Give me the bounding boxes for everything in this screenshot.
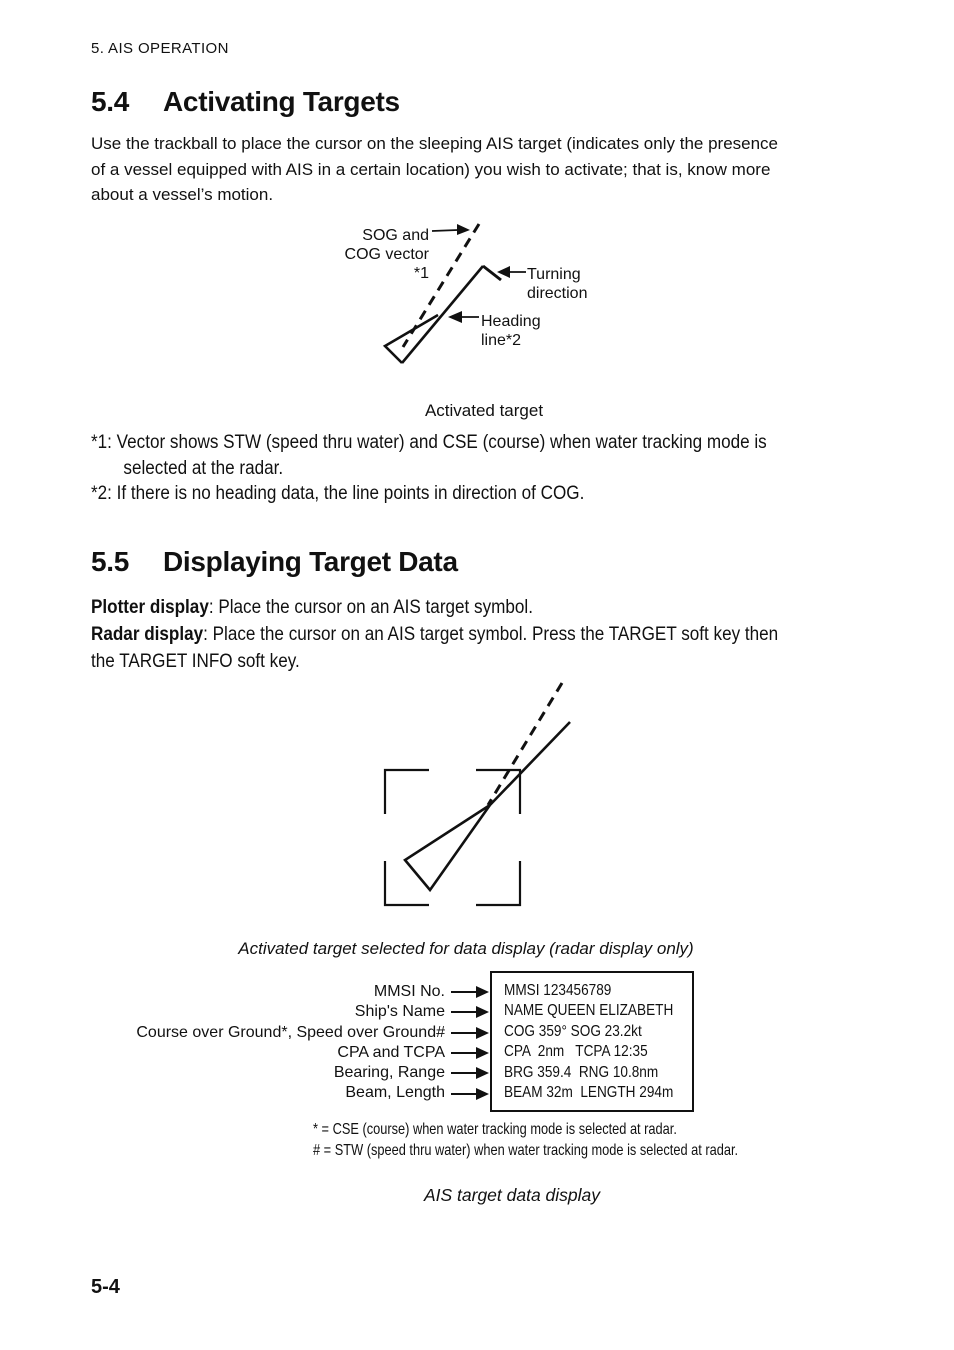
section-54-heading	[91, 86, 400, 118]
data-label: Bearing, Range	[333, 1064, 445, 1082]
bracket-top-left	[385, 770, 429, 814]
footnote-1-continued: selected at the radar.	[123, 457, 284, 479]
figure-caption: Activated target selected for data display (radar display only)	[238, 939, 694, 958]
paragraph-line: Use the trackball to place the cursor on the sleeping AIS target (indicates only the presence	[91, 134, 779, 153]
target-data-box	[490, 971, 694, 1112]
footnote-2: *2: If there is no heading data, the line points in direction of COG.	[91, 483, 585, 504]
section-55-paragraph	[91, 594, 901, 675]
sog-cog-vector-label: SOG and COG vector *1	[344, 227, 429, 282]
figure-caption: Activated target	[424, 401, 544, 420]
section-55-title: Displaying Target Data	[163, 546, 458, 577]
section-54-paragraph	[91, 131, 891, 208]
box-line-cog-sog: COG 359° SOG 23.2kt	[504, 1022, 642, 1040]
arrow-line	[432, 230, 458, 231]
radar-display-line-2: the TARGET INFO soft key.	[91, 651, 300, 672]
data-display-arrows	[450, 982, 490, 1106]
page-number: 5-4	[91, 1276, 120, 1298]
arrow-right-icon	[476, 1067, 489, 1079]
section-54-footnotes	[91, 430, 901, 507]
box-line-cpa-tcpa: CPA 2nm TCPA 12:35	[504, 1043, 648, 1061]
data-label: Beam, Length	[345, 1084, 445, 1102]
vector-line	[488, 683, 562, 805]
target-triangle	[405, 805, 490, 890]
arrow-right-icon	[476, 1027, 489, 1039]
page-header: 5. AIS OPERATION	[91, 40, 229, 57]
arrow-right-icon	[476, 1088, 489, 1100]
arrow-left-icon	[497, 266, 510, 278]
plotter-display-line: Plotter display: Place the cursor on an AIS target symbol.	[91, 597, 533, 618]
paragraph-line: about a vessel’s motion.	[91, 185, 274, 204]
data-display-labels	[91, 982, 445, 1104]
arrow-left-icon	[448, 311, 462, 323]
data-display-footnotes	[313, 1120, 825, 1161]
footnote-1: *1: Vector shows STW (speed thru water) and CSE (course) when water tracking mode is	[91, 432, 767, 453]
data-label: Course over Ground*, Speed over Ground#	[136, 1023, 445, 1041]
target-selected-diagram	[380, 672, 580, 908]
footnote-hash: # = STW (speed thru water) when water tracking mode is selected at radar.	[313, 1141, 739, 1159]
figure-activated-target	[340, 220, 600, 405]
bracket-bottom-right	[476, 861, 520, 905]
data-label: Ship's Name	[354, 1003, 445, 1021]
paragraph-line: of a vessel equipped with AIS in a certain location) you wish to activate; that is, know more	[91, 159, 771, 179]
arrow-right-icon	[476, 1006, 489, 1018]
box-line-brg-rng: BRG 359.4 RNG 10.8nm	[504, 1063, 659, 1081]
arrow-right-icon	[476, 1047, 489, 1059]
footnote-star: * = CSE (course) when water tracking mode is selected at radar.	[313, 1121, 677, 1138]
turning-direction-label: Turning direction	[527, 266, 588, 302]
arrow-right-icon	[457, 224, 470, 235]
box-line-mmsi: MMSI 123456789	[504, 982, 612, 999]
section-54-title: Activating Targets	[163, 86, 400, 117]
data-label: CPA and TCPA	[337, 1043, 445, 1061]
heading-line-label: Heading line*2	[481, 313, 541, 349]
arrow-right-icon	[476, 986, 489, 998]
bracket-bottom-left	[385, 861, 429, 905]
box-line-beam-length: BEAM 32m LENGTH 294m	[504, 1084, 674, 1102]
section-55-number: 5.5	[91, 546, 130, 577]
figure-target-selected	[380, 672, 580, 908]
turning-tick	[483, 266, 501, 280]
radar-display-line: Radar display: Place the cursor on an AIS target symbol. Press the TARGET soft key then	[91, 624, 779, 645]
target-triangle	[385, 315, 438, 363]
box-line-name: NAME QUEEN ELIZABETH	[504, 1002, 674, 1020]
data-label: MMSI No.	[373, 983, 445, 1000]
section-54-number: 5.4	[91, 86, 130, 117]
figure-caption: AIS target data display	[423, 1185, 601, 1205]
section-55-heading	[91, 546, 458, 578]
bracket-top-right	[476, 770, 520, 814]
